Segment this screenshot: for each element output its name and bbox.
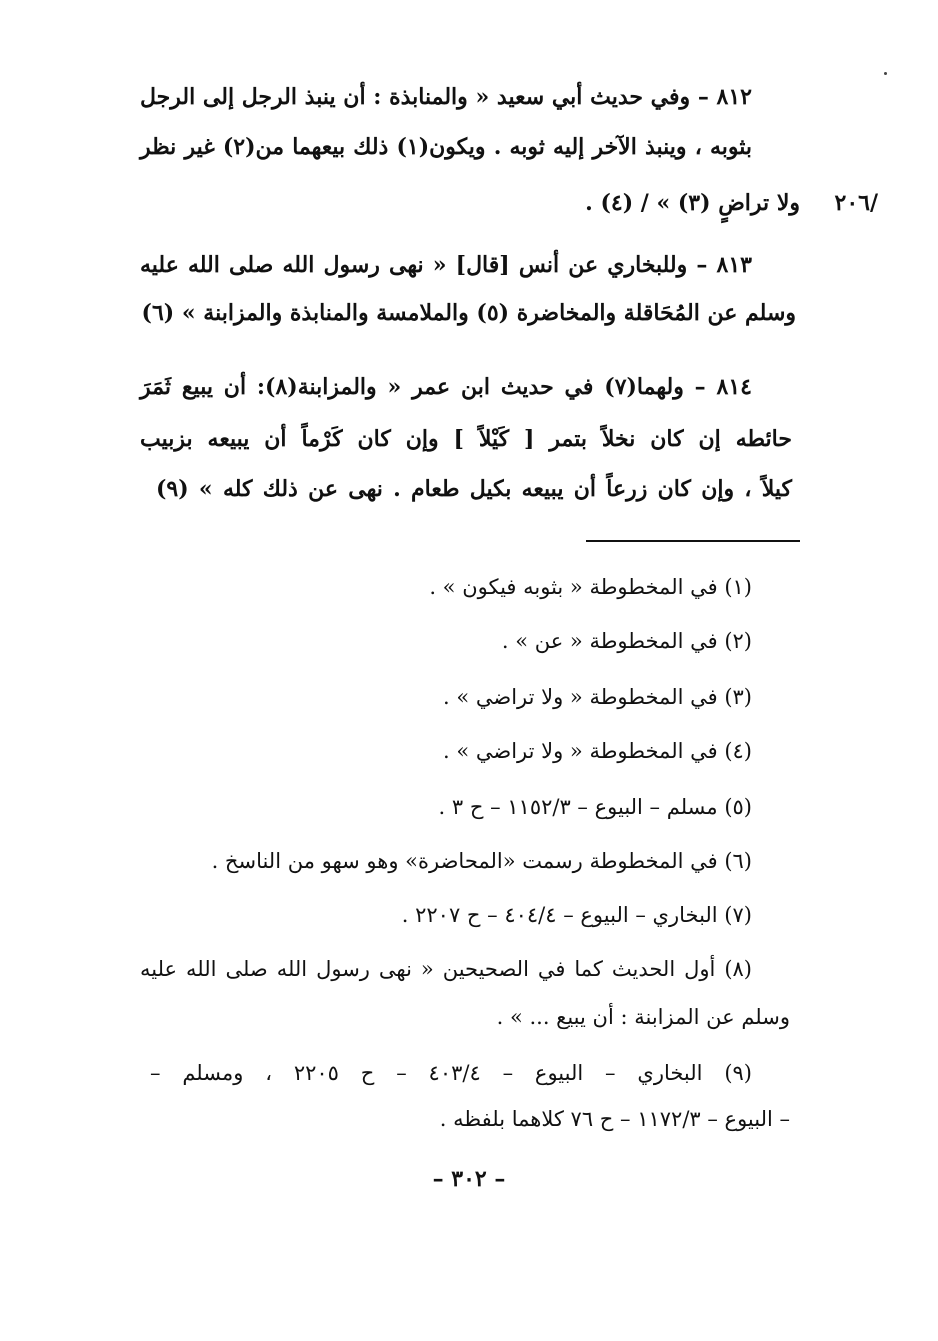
margin-folio-number: /٢٠٦ [834, 190, 878, 216]
page-number: – ٣٠٢ – [432, 1166, 506, 1192]
footnote-3: (٣) في المخطوطة « ولا تراضي » . [442, 685, 752, 709]
footnote-9-line-2: – البيوع – ١١٧٢/٣ – ح ٧٦ كلاهما بلفظه . [439, 1107, 790, 1131]
footnote-divider [586, 540, 800, 542]
footnote-8-line-1: (٨) أول الحديث كما في الصحيحين « نهى رسول الله صلى الله عليه [140, 957, 752, 981]
hadith-812-line-1: ٨١٢ – وفي حديث أبي سعيد « والمنابذة : أن ينبذ الرجل إلى الرجل [140, 84, 752, 110]
footnote-6: (٦) في المخطوطة رسمت «المحاضرة» وهو سهو من الناسخ . [211, 849, 752, 873]
hadith-812-line-2: بثوبه ، وينبذ الآخر إليه ثوبه . ويكون(١) ذلك بيعهما من(٢) غير نظر [140, 134, 752, 160]
footnote-4: (٤) في المخطوطة « ولا تراضي » . [442, 739, 752, 763]
hadith-814-line-1: ٨١٤ – ولهما(٧) في حديث ابن عمر « والمزابنة(٨): أن يبيع ثَمَرَ [140, 374, 752, 400]
footnote-8-line-2: وسلم عن المزابنة : أن يبيع ... » . [496, 1005, 790, 1029]
hadith-813-line-1: ٨١٣ – وللبخاري عن أنس [قال] « نهى رسول الله صلى الله عليه [140, 252, 752, 278]
hadith-812-line-3: ولا تراضٍ (٣) » / (٤) . [585, 190, 800, 216]
footnote-1: (١) في المخطوطة « بثوبه فيكون » . [429, 575, 752, 599]
footnote-9-line-1: (٩) البخاري – البيوع – ٤٠٣/٤ – ح ٢٢٠٥ ، ومسلم – [150, 1061, 752, 1085]
footnote-7: (٧) البخاري – البيوع – ٤٠٤/٤ – ح ٢٢٠٧ . [401, 903, 752, 927]
footnote-5: (٥) مسلم – البيوع – ١١٥٢/٣ – ح ٣ . [438, 795, 752, 819]
scan-speck [884, 72, 887, 75]
hadith-813-line-2: وسلم عن المُحَاقلة والمخاضرة (٥) والملامسة والمنابذة والمزابنة » (٦) [141, 300, 796, 326]
footnote-2: (٢) في المخطوطة « عن » . [501, 629, 752, 653]
hadith-814-line-3: كيلاً ، وإن كان زرعاً أن يبيعه بكيل طعام . نهى عن ذلك كله » (٩) [156, 476, 792, 502]
hadith-814-line-2: حائطه إن كان نخلاً بتمر [ كَيْلاً ] وإن كان كَرْماً أن يبيعه بزبيب [140, 426, 792, 452]
